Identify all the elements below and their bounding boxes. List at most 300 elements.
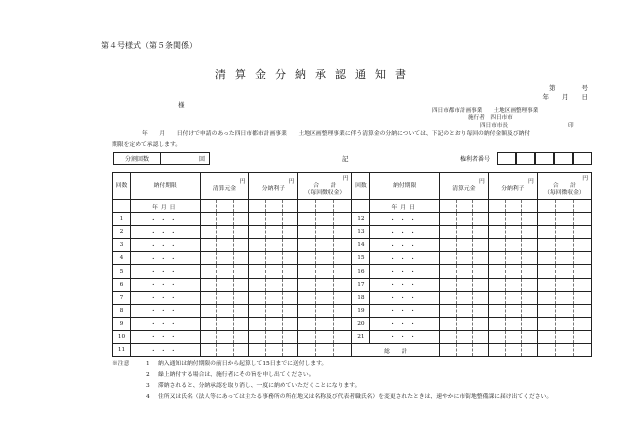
installment-count-label: 分割回数 <box>113 152 161 165</box>
amount-cell[interactable] <box>573 265 591 278</box>
amount-cell[interactable] <box>334 344 352 357</box>
deadline-cell[interactable] <box>370 330 440 343</box>
amount-cell[interactable] <box>522 265 537 278</box>
amount-cell[interactable] <box>334 213 352 226</box>
amount-cell[interactable] <box>522 239 537 252</box>
amount-cell[interactable] <box>217 252 234 265</box>
register-number-box[interactable] <box>573 152 592 165</box>
amount-cell[interactable] <box>249 200 266 213</box>
deadline-dots: ・・・ <box>150 321 181 329</box>
register-number-box[interactable] <box>516 152 535 165</box>
header-interest-label: 分納利子 <box>501 186 525 192</box>
deadline-cell[interactable] <box>131 239 201 252</box>
register-number-box[interactable] <box>554 152 573 165</box>
amount-cell[interactable] <box>266 239 283 252</box>
amount-cell[interactable] <box>316 200 334 213</box>
amount-cell[interactable] <box>249 239 266 252</box>
amount-cell[interactable] <box>316 291 334 304</box>
amount-cell[interactable] <box>249 330 266 343</box>
note-number: 1 <box>146 361 150 367</box>
amount-cell[interactable] <box>522 344 537 357</box>
amount-cell[interactable] <box>522 252 537 265</box>
amount-cell[interactable] <box>282 330 297 343</box>
deadline-cell[interactable] <box>370 291 440 304</box>
amount-cell[interactable] <box>505 239 522 252</box>
amount-cell[interactable] <box>316 330 334 343</box>
amount-cell[interactable] <box>488 239 505 252</box>
installment-count-field[interactable] <box>160 152 210 165</box>
deadline-cell[interactable] <box>131 226 201 239</box>
amount-cell[interactable] <box>249 278 266 291</box>
installment-number: 2 <box>113 226 131 239</box>
amount-cell[interactable] <box>439 330 456 343</box>
amount-cell[interactable] <box>266 200 283 213</box>
amount-cell[interactable] <box>200 291 217 304</box>
amount-cell[interactable] <box>505 252 522 265</box>
amount-cell[interactable] <box>334 291 352 304</box>
amount-cell[interactable] <box>522 213 537 226</box>
amount-cell[interactable] <box>505 344 522 357</box>
header-principal-label: 清算元金 <box>212 186 237 192</box>
amount-cell[interactable] <box>537 239 555 252</box>
amount-cell[interactable] <box>217 239 234 252</box>
amount-cell[interactable] <box>200 304 217 317</box>
amount-cell[interactable] <box>233 200 248 213</box>
amount-cell[interactable] <box>316 252 334 265</box>
amount-cell[interactable] <box>334 226 352 239</box>
amount-cell[interactable] <box>555 213 573 226</box>
header-deadline: 納付期限 <box>370 173 440 200</box>
amount-cell[interactable] <box>522 200 537 213</box>
amount-cell[interactable] <box>334 330 352 343</box>
amount-cell[interactable] <box>473 200 488 213</box>
amount-cell[interactable] <box>217 330 234 343</box>
amount-cell[interactable] <box>316 265 334 278</box>
deadline-cell[interactable] <box>370 278 440 291</box>
amount-cell[interactable] <box>473 278 488 291</box>
amount-cell[interactable] <box>233 304 248 317</box>
amount-cell[interactable] <box>233 344 248 357</box>
table-row <box>113 226 592 239</box>
installment-number: 14 <box>352 239 370 252</box>
amount-cell[interactable] <box>488 317 505 330</box>
amount-cell[interactable] <box>456 265 473 278</box>
installment-number: 3 <box>113 239 131 252</box>
amount-cell[interactable] <box>316 278 334 291</box>
amount-cell[interactable] <box>537 213 555 226</box>
amount-cell[interactable] <box>249 213 266 226</box>
deadline-cell[interactable] <box>131 291 201 304</box>
amount-cell[interactable] <box>200 226 217 239</box>
deadline-cell[interactable] <box>131 317 201 330</box>
amount-cell[interactable] <box>456 291 473 304</box>
amount-cell[interactable] <box>473 239 488 252</box>
amount-cell[interactable] <box>439 213 456 226</box>
amount-cell[interactable] <box>473 304 488 317</box>
amount-cell[interactable] <box>200 265 217 278</box>
register-number-label: 権利者番号 <box>460 156 491 163</box>
deadline-cell[interactable] <box>131 265 201 278</box>
amount-cell[interactable] <box>298 304 316 317</box>
issue-date: 年 月 日 <box>542 93 588 101</box>
amount-cell[interactable] <box>298 213 316 226</box>
deadline-cell[interactable] <box>370 252 440 265</box>
deadline-dots: ・・・ <box>150 347 181 355</box>
amount-cell[interactable] <box>555 291 573 304</box>
deadline-dots: ・・・ <box>389 282 420 290</box>
amount-cell[interactable] <box>217 226 234 239</box>
amount-cell[interactable] <box>316 344 334 357</box>
amount-cell[interactable] <box>298 291 316 304</box>
amount-cell[interactable] <box>217 200 234 213</box>
amount-cell[interactable] <box>249 265 266 278</box>
deadline-dots: ・・・ <box>389 255 420 263</box>
amount-cell[interactable] <box>473 330 488 343</box>
yen-unit: 円 <box>288 179 295 185</box>
amount-cell[interactable] <box>573 344 591 357</box>
amount-cell[interactable] <box>298 344 316 357</box>
amount-cell[interactable] <box>200 213 217 226</box>
amount-cell[interactable] <box>488 344 505 357</box>
deadline-dots: ・・・ <box>389 308 420 316</box>
deadline-dots: ・・・ <box>389 229 420 237</box>
amount-cell[interactable] <box>282 265 297 278</box>
amount-cell[interactable] <box>282 200 297 213</box>
amount-cell[interactable] <box>233 265 248 278</box>
amount-cell[interactable] <box>200 200 217 213</box>
header-principal-label: 清算元金 <box>452 186 476 192</box>
amount-cell[interactable] <box>439 304 456 317</box>
amount-cell[interactable] <box>573 239 591 252</box>
register-number-box[interactable] <box>497 152 516 165</box>
amount-cell[interactable] <box>282 278 297 291</box>
amount-cell[interactable] <box>298 200 316 213</box>
amount-cell[interactable] <box>233 252 248 265</box>
amount-cell[interactable] <box>298 330 316 343</box>
installment-number: 9 <box>113 317 131 330</box>
amount-cell[interactable] <box>334 239 352 252</box>
amount-cell[interactable] <box>522 226 537 239</box>
amount-cell[interactable] <box>488 265 505 278</box>
amount-cell[interactable] <box>266 291 283 304</box>
amount-cell[interactable] <box>282 344 297 357</box>
amount-cell[interactable] <box>266 213 283 226</box>
amount-cell[interactable] <box>217 317 234 330</box>
amount-cell[interactable] <box>573 252 591 265</box>
amount-cell[interactable] <box>573 304 591 317</box>
amount-cell[interactable] <box>316 317 334 330</box>
deadline-cell[interactable] <box>131 304 201 317</box>
amount-cell[interactable] <box>266 226 283 239</box>
amount-cell[interactable] <box>233 278 248 291</box>
amount-cell[interactable] <box>249 304 266 317</box>
amount-cell[interactable] <box>200 239 217 252</box>
amount-cell[interactable] <box>439 317 456 330</box>
register-number-box[interactable] <box>535 152 554 165</box>
note-text: 納入通知は納付期限の前日から起算して15日までに送付します。 <box>158 361 328 367</box>
amount-cell[interactable] <box>505 317 522 330</box>
amount-cell[interactable] <box>488 200 505 213</box>
deadline-cell[interactable] <box>131 330 201 343</box>
amount-cell[interactable] <box>505 200 522 213</box>
amount-cell[interactable] <box>439 252 456 265</box>
amount-cell[interactable] <box>473 265 488 278</box>
amount-cell[interactable] <box>537 317 555 330</box>
amount-cell[interactable] <box>473 291 488 304</box>
amount-cell[interactable] <box>298 226 316 239</box>
amount-cell[interactable] <box>488 291 505 304</box>
deadline-cell[interactable] <box>370 213 440 226</box>
amount-cell[interactable] <box>555 226 573 239</box>
amount-cell[interactable] <box>522 291 537 304</box>
deadline-cell[interactable] <box>370 265 440 278</box>
amount-cell[interactable] <box>505 265 522 278</box>
amount-cell[interactable] <box>522 317 537 330</box>
amount-cell[interactable] <box>537 200 555 213</box>
amount-cell[interactable] <box>282 291 297 304</box>
amount-cell[interactable] <box>316 226 334 239</box>
ymd-text: 年月日 <box>391 204 418 211</box>
form-number: 第４号様式（第５条関係） <box>101 41 197 50</box>
amount-cell[interactable] <box>298 265 316 278</box>
amount-cell[interactable] <box>555 304 573 317</box>
deadline-dots: ・・・ <box>150 255 181 263</box>
amount-cell[interactable] <box>439 226 456 239</box>
amount-cell[interactable] <box>456 317 473 330</box>
table-row <box>113 200 592 213</box>
deadline-cell[interactable] <box>370 239 440 252</box>
amount-cell[interactable] <box>456 226 473 239</box>
amount-cell[interactable] <box>200 317 217 330</box>
installment-schedule-table <box>112 172 592 357</box>
header-total-label: 合 計 <box>313 182 337 189</box>
amount-cell[interactable] <box>522 278 537 291</box>
header-principal <box>439 173 488 200</box>
amount-cell[interactable] <box>456 200 473 213</box>
table-row <box>113 239 592 252</box>
note-number: 4 <box>146 394 150 400</box>
amount-cell[interactable] <box>266 317 283 330</box>
amount-cell[interactable] <box>505 213 522 226</box>
amount-cell[interactable] <box>266 252 283 265</box>
amount-cell[interactable] <box>217 344 234 357</box>
amount-cell[interactable] <box>266 330 283 343</box>
header-principal <box>200 173 249 200</box>
amount-cell[interactable] <box>266 265 283 278</box>
body-line-1: 年 月 日付けで申請のあった四日市都市計画事業 土地区画整理事業に伴う清算金の分納については、下記のとおり毎回の納付金額及び納付 <box>142 131 531 137</box>
amount-cell[interactable] <box>555 330 573 343</box>
amount-cell[interactable] <box>316 213 334 226</box>
amount-cell[interactable] <box>505 330 522 343</box>
amount-cell[interactable] <box>537 291 555 304</box>
amount-cell[interactable] <box>573 226 591 239</box>
amount-cell[interactable] <box>573 291 591 304</box>
amount-cell[interactable] <box>282 213 297 226</box>
amount-cell[interactable] <box>537 252 555 265</box>
amount-cell[interactable] <box>439 265 456 278</box>
addressee: 様 <box>178 101 185 109</box>
amount-cell[interactable] <box>555 317 573 330</box>
amount-cell[interactable] <box>282 226 297 239</box>
amount-cell[interactable] <box>334 278 352 291</box>
amount-cell[interactable] <box>573 278 591 291</box>
note-item <box>146 359 327 370</box>
table-row <box>113 330 592 343</box>
amount-cell[interactable] <box>522 330 537 343</box>
amount-cell[interactable] <box>555 252 573 265</box>
amount-cell[interactable] <box>456 278 473 291</box>
amount-cell[interactable] <box>233 291 248 304</box>
installment-number: 12 <box>352 213 370 226</box>
amount-cell[interactable] <box>439 344 456 357</box>
amount-cell[interactable] <box>282 239 297 252</box>
amount-cell[interactable] <box>456 344 473 357</box>
amount-cell[interactable] <box>233 226 248 239</box>
amount-cell[interactable] <box>200 330 217 343</box>
amount-cell[interactable] <box>249 344 266 357</box>
table-row <box>113 304 592 317</box>
deadline-cell[interactable] <box>131 252 201 265</box>
amount-cell[interactable] <box>456 213 473 226</box>
amount-cell[interactable] <box>555 344 573 357</box>
amount-cell[interactable] <box>217 304 234 317</box>
amount-cell[interactable] <box>298 278 316 291</box>
amount-cell[interactable] <box>439 278 456 291</box>
amount-cell[interactable] <box>217 213 234 226</box>
amount-cell[interactable] <box>217 291 234 304</box>
amount-cell[interactable] <box>316 239 334 252</box>
deadline-dots: ・・・ <box>389 269 420 277</box>
amount-cell[interactable] <box>505 291 522 304</box>
amount-cell[interactable] <box>522 304 537 317</box>
amount-cell[interactable] <box>537 304 555 317</box>
amount-cell[interactable] <box>537 278 555 291</box>
note-number: 2 <box>146 372 150 378</box>
amount-cell[interactable] <box>573 200 591 213</box>
amount-cell[interactable] <box>473 226 488 239</box>
deadline-cell[interactable] <box>370 304 440 317</box>
table-row <box>113 317 592 330</box>
amount-cell[interactable] <box>334 200 352 213</box>
deadline-cell[interactable] <box>370 317 440 330</box>
amount-cell[interactable] <box>573 330 591 343</box>
amount-cell[interactable] <box>473 344 488 357</box>
amount-cell[interactable] <box>249 226 266 239</box>
amount-cell[interactable] <box>439 291 456 304</box>
amount-cell[interactable] <box>217 265 234 278</box>
amount-cell[interactable] <box>488 213 505 226</box>
amount-cell[interactable] <box>505 226 522 239</box>
amount-cell[interactable] <box>573 317 591 330</box>
amount-cell[interactable] <box>200 278 217 291</box>
note-text: 滞納されると、分納承認を取り消し、一度に納めていただくことになります。 <box>158 383 361 389</box>
amount-cell[interactable] <box>456 330 473 343</box>
amount-cell[interactable] <box>473 252 488 265</box>
header-total <box>298 173 352 200</box>
amount-cell[interactable] <box>282 252 297 265</box>
amount-cell[interactable] <box>233 317 248 330</box>
amount-cell[interactable] <box>488 252 505 265</box>
amount-cell[interactable] <box>573 213 591 226</box>
installment-number: 15 <box>352 252 370 265</box>
header-interest <box>249 173 298 200</box>
amount-cell[interactable] <box>200 252 217 265</box>
amount-cell[interactable] <box>488 278 505 291</box>
amount-cell[interactable] <box>266 304 283 317</box>
installment-number: 13 <box>352 226 370 239</box>
installment-number: 16 <box>352 265 370 278</box>
amount-cell[interactable] <box>233 330 248 343</box>
amount-cell[interactable] <box>249 252 266 265</box>
notes-heading: ※注意 <box>112 361 130 367</box>
amount-cell[interactable] <box>249 291 266 304</box>
amount-cell[interactable] <box>456 304 473 317</box>
amount-cell[interactable] <box>298 252 316 265</box>
deadline-cell[interactable] <box>131 344 201 357</box>
amount-cell[interactable] <box>555 200 573 213</box>
ymd-text: 年月日 <box>152 204 179 211</box>
amount-cell[interactable] <box>249 317 266 330</box>
amount-cell[interactable] <box>555 278 573 291</box>
deadline-cell[interactable] <box>131 213 201 226</box>
deadline-cell[interactable] <box>370 226 440 239</box>
amount-cell[interactable] <box>334 252 352 265</box>
amount-cell[interactable] <box>334 265 352 278</box>
amount-cell[interactable] <box>505 304 522 317</box>
amount-cell[interactable] <box>200 344 217 357</box>
amount-cell[interactable] <box>266 278 283 291</box>
amount-cell[interactable] <box>266 344 283 357</box>
header-total-sub: （毎回徴収金） <box>304 189 346 196</box>
amount-cell[interactable] <box>334 304 352 317</box>
amount-cell[interactable] <box>537 226 555 239</box>
amount-cell[interactable] <box>439 200 456 213</box>
amount-cell[interactable] <box>316 304 334 317</box>
amount-cell[interactable] <box>505 278 522 291</box>
amount-cell[interactable] <box>555 265 573 278</box>
deadline-cell[interactable] <box>131 278 201 291</box>
amount-cell[interactable] <box>537 344 555 357</box>
header-total <box>537 173 591 200</box>
amount-cell[interactable] <box>488 330 505 343</box>
installment-number: 6 <box>113 278 131 291</box>
amount-cell[interactable] <box>233 213 248 226</box>
installment-count-unit: 回 <box>198 156 205 163</box>
amount-cell[interactable] <box>298 239 316 252</box>
deadline-dots: ・・・ <box>150 295 181 303</box>
amount-cell[interactable] <box>488 304 505 317</box>
amount-cell[interactable] <box>282 304 297 317</box>
amount-cell[interactable] <box>439 239 456 252</box>
amount-cell[interactable] <box>456 252 473 265</box>
table-row <box>113 291 592 304</box>
amount-cell[interactable] <box>555 239 573 252</box>
amount-cell[interactable] <box>537 265 555 278</box>
amount-cell[interactable] <box>488 226 505 239</box>
amount-cell[interactable] <box>217 278 234 291</box>
amount-cell[interactable] <box>473 317 488 330</box>
amount-cell[interactable] <box>282 317 297 330</box>
amount-cell[interactable] <box>456 239 473 252</box>
amount-cell[interactable] <box>334 317 352 330</box>
header-interest <box>488 173 537 200</box>
amount-cell[interactable] <box>298 317 316 330</box>
amount-cell[interactable] <box>473 213 488 226</box>
amount-cell[interactable] <box>233 239 248 252</box>
amount-cell[interactable] <box>537 330 555 343</box>
document-title: 清算金分納承認通知書 <box>215 68 415 81</box>
installment-number: 5 <box>113 265 131 278</box>
